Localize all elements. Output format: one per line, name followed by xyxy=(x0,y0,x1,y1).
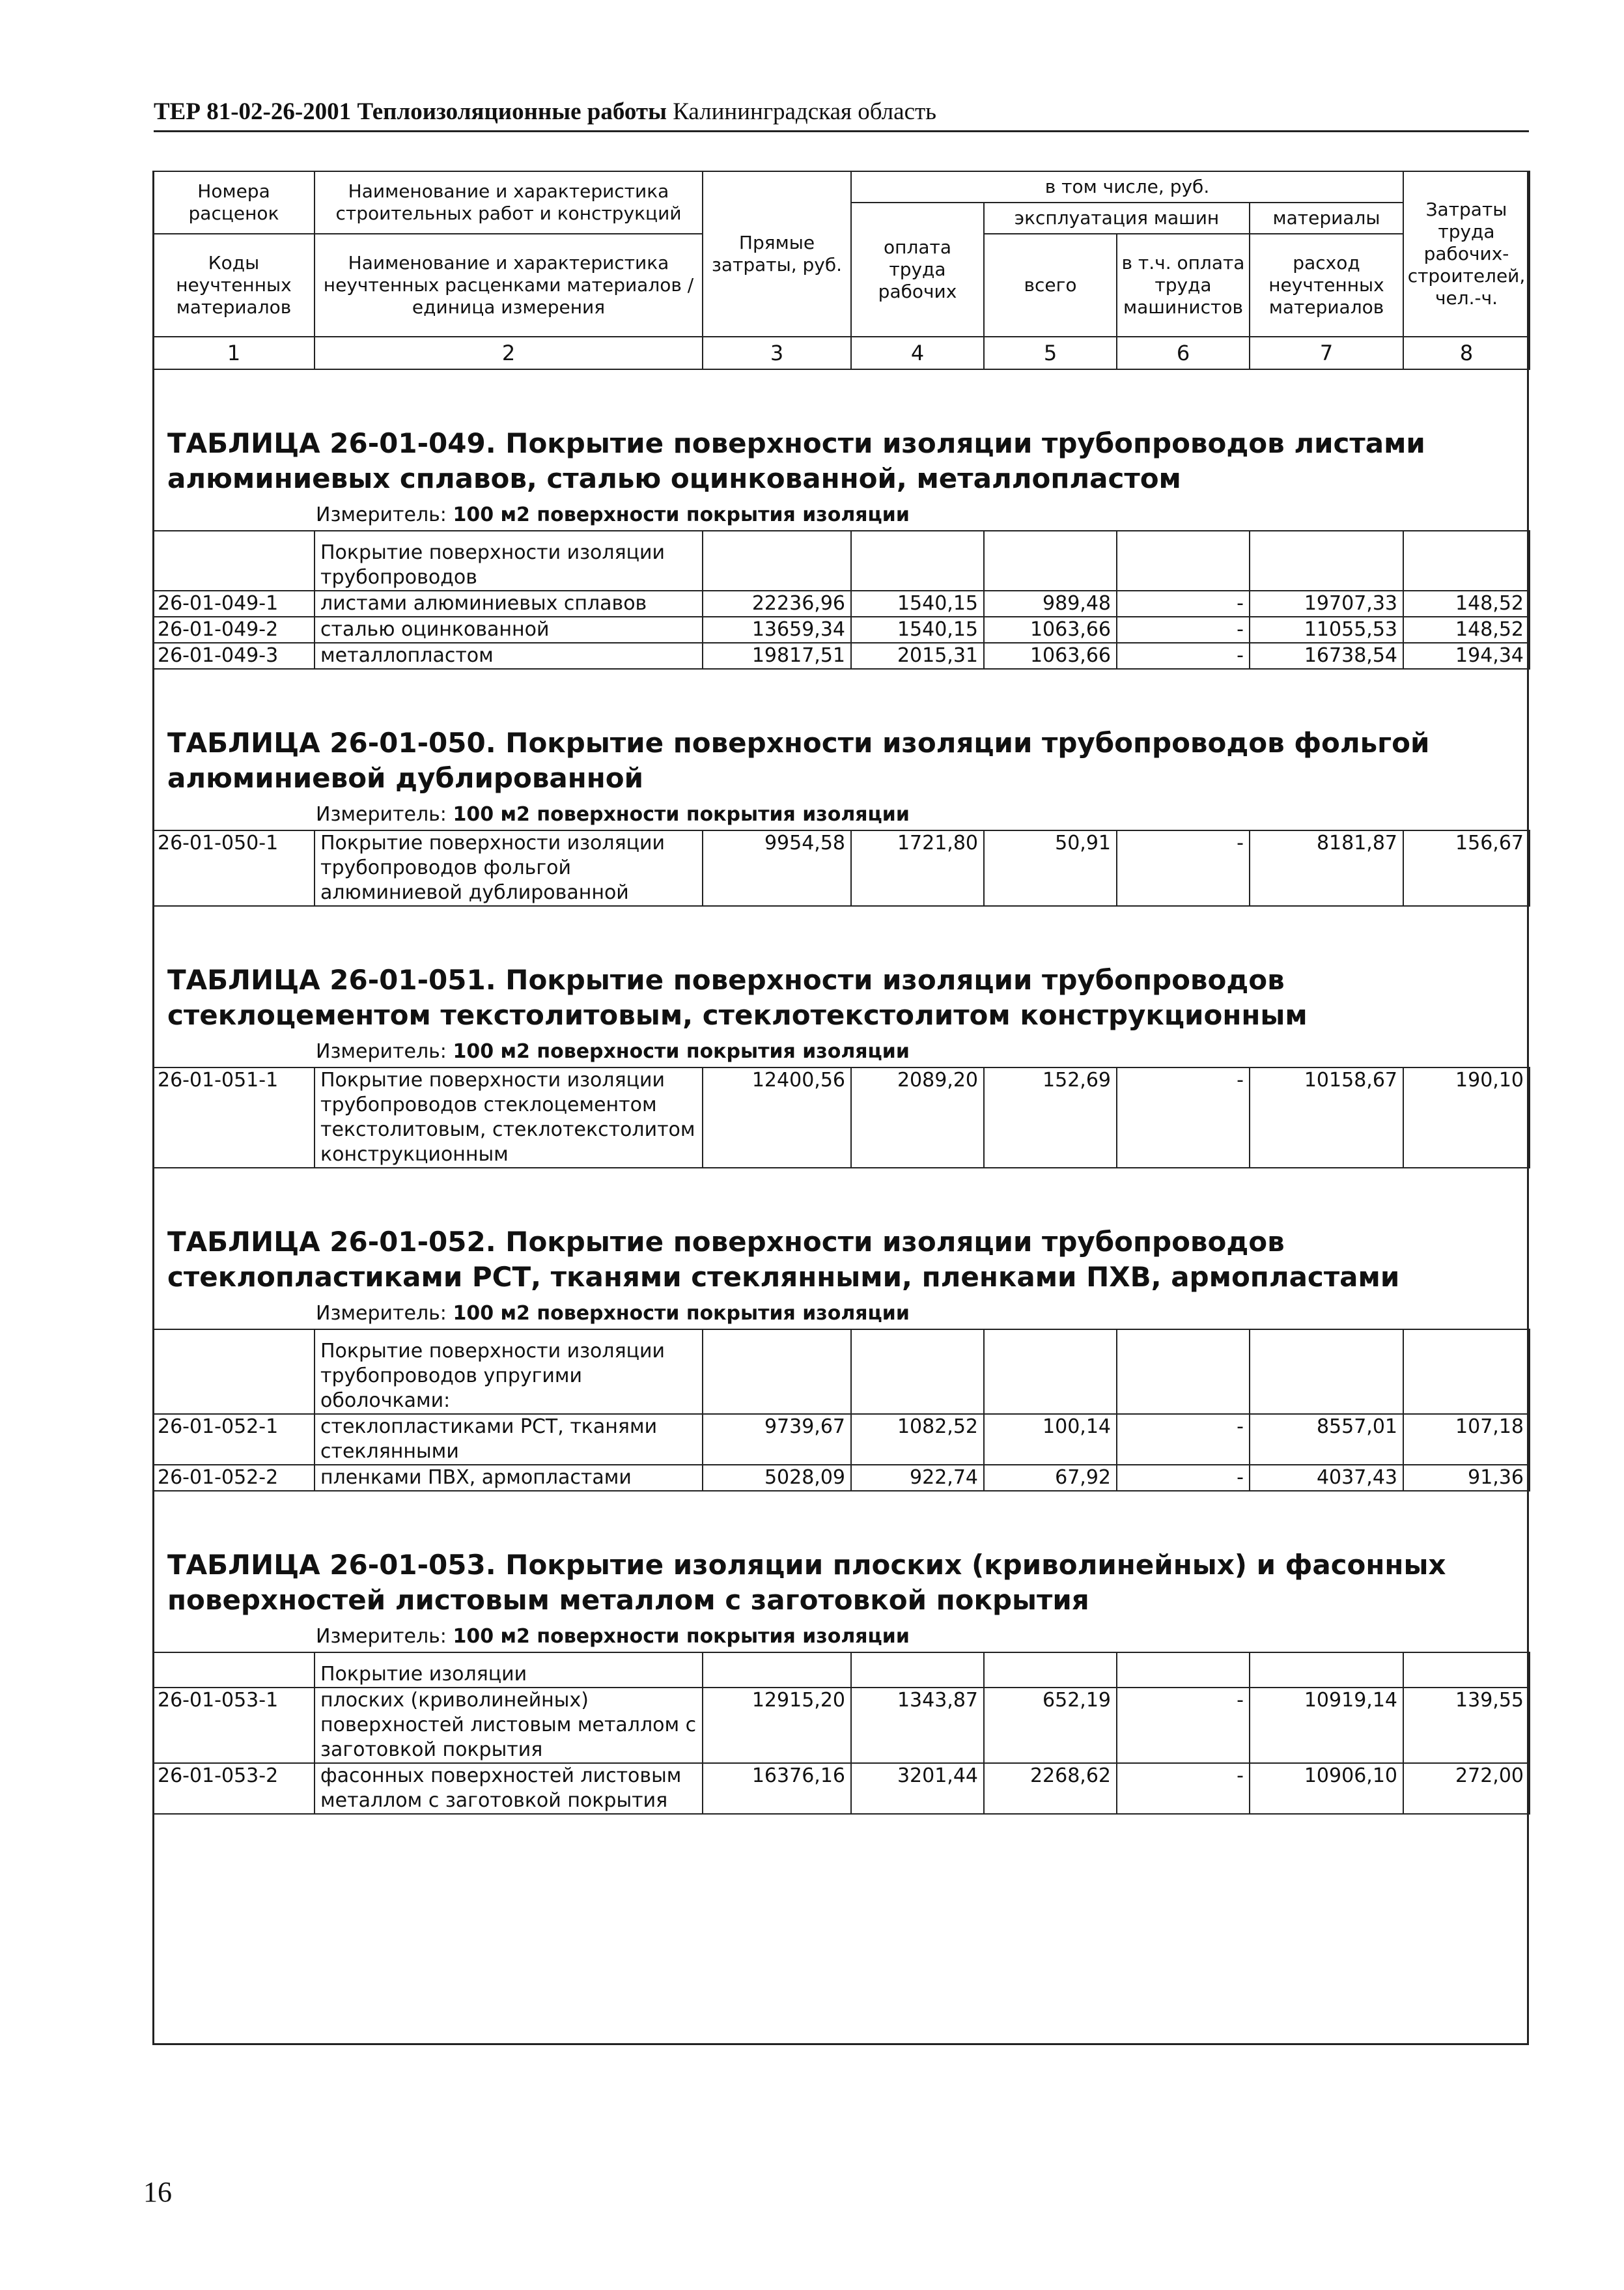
machinist-pay: - xyxy=(1117,617,1250,643)
section-26-01-053 xyxy=(153,1491,1530,1814)
machine-total: 1063,66 xyxy=(984,643,1117,669)
rate-code: 26-01-049-2 xyxy=(153,617,315,643)
rate-code: 26-01-052-1 xyxy=(153,1414,315,1465)
rate-code: 26-01-053-1 xyxy=(153,1688,315,1763)
worker-pay: 1540,15 xyxy=(851,591,984,617)
direct-costs: 22236,96 xyxy=(703,591,851,617)
machinist-pay: - xyxy=(1117,591,1250,617)
column-number: 1 xyxy=(153,337,315,369)
table-row xyxy=(153,643,1530,669)
worker-pay: 922,74 xyxy=(851,1465,984,1491)
column-number-row xyxy=(153,337,1530,369)
unit-label: Измеритель: xyxy=(316,1040,447,1063)
section-title: ТАБЛИЦА 26-01-049. Покрытие поверхности изоляции трубопроводов листами алюминиевых сплавов, сталью оцинкованной, металлопластом xyxy=(167,427,1425,494)
group-label: Покрытие поверхности изоляции трубопроводов xyxy=(315,531,703,591)
direct-costs: 13659,34 xyxy=(703,617,851,643)
labor-hours: 156,67 xyxy=(1403,830,1530,906)
unit-line xyxy=(153,802,1530,830)
materials: 11055,53 xyxy=(1250,617,1403,643)
unit-line xyxy=(153,1624,1530,1652)
work-name: Покрытие поверхности изоляции трубопроводов фольгой алюминиевой дублированной xyxy=(315,830,703,906)
column-number: 2 xyxy=(315,337,703,369)
machinist-pay: - xyxy=(1117,1414,1250,1465)
work-name: металлопластом xyxy=(315,643,703,669)
section-26-01-049 xyxy=(153,369,1530,669)
column-number: 3 xyxy=(703,337,851,369)
group-label: Покрытие изоляции xyxy=(315,1652,703,1688)
table-row xyxy=(153,1688,1530,1763)
header-material-consumption: расход неучтенных материалов xyxy=(1250,234,1403,337)
labor-hours: 148,52 xyxy=(1403,591,1530,617)
unit-label: Измеритель: xyxy=(316,803,447,826)
worker-pay: 2089,20 xyxy=(851,1067,984,1168)
materials: 4037,43 xyxy=(1250,1465,1403,1491)
header-work-name: Наименование и характеристика строительных работ и конструкций xyxy=(315,171,703,234)
rate-code: 26-01-051-1 xyxy=(153,1067,315,1168)
section-title: ТАБЛИЦА 26-01-050. Покрытие поверхности изоляции трубопроводов фольгой алюминиевой дублированной xyxy=(167,727,1430,794)
worker-pay: 3201,44 xyxy=(851,1763,984,1814)
rate-code: 26-01-053-2 xyxy=(153,1763,315,1814)
doc-section: Теплоизоляционные работы xyxy=(357,98,667,125)
table-row xyxy=(153,1763,1530,1814)
materials: 8557,01 xyxy=(1250,1414,1403,1465)
group-label: Покрытие поверхности изоляции трубопроводов упругими оболочками: xyxy=(315,1329,703,1414)
header-material-codes: Коды неучтенных материалов xyxy=(153,234,315,337)
header-including: в том числе, руб. xyxy=(851,171,1403,203)
column-number: 7 xyxy=(1250,337,1403,369)
unit-label: Измеритель: xyxy=(316,1625,447,1648)
rate-code: 26-01-049-1 xyxy=(153,591,315,617)
unit-label: Измеритель: xyxy=(316,1302,447,1325)
worker-pay: 1082,52 xyxy=(851,1414,984,1465)
work-name: стеклопластиками РСТ, тканями стеклянными xyxy=(315,1414,703,1465)
unit-value: 100 м2 поверхности покрытия изоляции xyxy=(453,503,910,526)
work-name: сталью оцинкованной xyxy=(315,617,703,643)
doc-code: ТЕР 81-02-26-2001 xyxy=(154,98,352,125)
machine-total: 1063,66 xyxy=(984,617,1117,643)
direct-costs: 9954,58 xyxy=(703,830,851,906)
labor-hours: 107,18 xyxy=(1403,1414,1530,1465)
unit-line xyxy=(153,1301,1530,1329)
header-machine-operation: эксплуатация машин xyxy=(984,203,1250,234)
work-name: листами алюминиевых сплавов xyxy=(315,591,703,617)
machine-total: 989,48 xyxy=(984,591,1117,617)
labor-hours: 194,34 xyxy=(1403,643,1530,669)
work-name: Покрытие поверхности изоляции трубопроводов стеклоцементом текстолитовым, стеклотекстолитом конструкционным xyxy=(315,1067,703,1168)
header-labor-hours: Затраты труда рабочих-строителей, чел.-ч. xyxy=(1403,171,1530,337)
unit-value: 100 м2 поверхности покрытия изоляции xyxy=(453,1625,910,1648)
work-name: фасонных поверхностей листовым металлом с заготовкой покрытия xyxy=(315,1763,703,1814)
machine-total: 2268,62 xyxy=(984,1763,1117,1814)
labor-hours: 148,52 xyxy=(1403,617,1530,643)
direct-costs: 12915,20 xyxy=(703,1688,851,1763)
header-direct-costs: Прямые затраты, руб. xyxy=(703,171,851,337)
machinist-pay: - xyxy=(1117,830,1250,906)
machine-total: 50,91 xyxy=(984,830,1117,906)
section-26-01-050 xyxy=(153,669,1530,906)
materials: 16738,54 xyxy=(1250,643,1403,669)
table-row xyxy=(153,1465,1530,1491)
rate-code: 26-01-049-3 xyxy=(153,643,315,669)
section-title: ТАБЛИЦА 26-01-052. Покрытие поверхности изоляции трубопроводов стеклопластиками РСТ, тканями стеклянными, пленками ПХВ, армопластами xyxy=(167,1226,1400,1293)
machine-total: 152,69 xyxy=(984,1067,1117,1168)
unit-line xyxy=(153,1039,1530,1067)
machinist-pay: - xyxy=(1117,643,1250,669)
rate-code: 26-01-052-2 xyxy=(153,1465,315,1491)
unit-value: 100 м2 поверхности покрытия изоляции xyxy=(453,803,910,826)
labor-hours: 272,00 xyxy=(1403,1763,1530,1814)
materials: 8181,87 xyxy=(1250,830,1403,906)
direct-costs: 19817,51 xyxy=(703,643,851,669)
header-worker-pay: оплата труда рабочих xyxy=(851,203,984,337)
section-title: ТАБЛИЦА 26-01-051. Покрытие поверхности изоляции трубопроводов стеклоцементом текстолитовым, стеклотекстолитом конструкционным xyxy=(167,964,1308,1031)
labor-hours: 91,36 xyxy=(1403,1465,1530,1491)
column-number: 8 xyxy=(1403,337,1530,369)
unit-line xyxy=(153,503,1530,530)
materials: 10158,67 xyxy=(1250,1067,1403,1168)
machinist-pay: - xyxy=(1117,1688,1250,1763)
header-materials: материалы xyxy=(1250,203,1403,234)
machine-total: 100,14 xyxy=(984,1414,1117,1465)
page-number: 16 xyxy=(143,2176,172,2208)
table-row xyxy=(153,1414,1530,1465)
machinist-pay: - xyxy=(1117,1067,1250,1168)
table-row xyxy=(153,1067,1530,1168)
direct-costs: 16376,16 xyxy=(703,1763,851,1814)
materials: 10906,10 xyxy=(1250,1763,1403,1814)
labor-hours: 139,55 xyxy=(1403,1688,1530,1763)
materials: 19707,33 xyxy=(1250,591,1403,617)
price-table xyxy=(152,171,1530,1815)
section-26-01-051 xyxy=(153,906,1530,1168)
machinist-pay: - xyxy=(1117,1465,1250,1491)
table-row xyxy=(153,591,1530,617)
machine-total: 67,92 xyxy=(984,1465,1117,1491)
direct-costs: 5028,09 xyxy=(703,1465,851,1491)
worker-pay: 1540,15 xyxy=(851,617,984,643)
column-number: 6 xyxy=(1117,337,1250,369)
column-number: 5 xyxy=(984,337,1117,369)
table-row xyxy=(153,617,1530,643)
worker-pay: 2015,31 xyxy=(851,643,984,669)
direct-costs: 12400,56 xyxy=(703,1067,851,1168)
table-row xyxy=(153,830,1530,906)
materials: 10919,14 xyxy=(1250,1688,1403,1763)
rate-code: 26-01-050-1 xyxy=(153,830,315,906)
table-header xyxy=(153,171,1530,369)
direct-costs: 9739,67 xyxy=(703,1414,851,1465)
worker-pay: 1721,80 xyxy=(851,830,984,906)
unit-label: Измеритель: xyxy=(316,503,447,526)
labor-hours: 190,10 xyxy=(1403,1067,1530,1168)
header-material-name: Наименование и характеристика неучтенных расценками материалов / единица измерения xyxy=(315,234,703,337)
header-rate-numbers: Номера расценок xyxy=(153,171,315,234)
column-number: 4 xyxy=(851,337,984,369)
work-name: пленками ПВХ, армопластами xyxy=(315,1465,703,1491)
section-26-01-052 xyxy=(153,1168,1530,1491)
unit-value: 100 м2 поверхности покрытия изоляции xyxy=(453,1302,910,1325)
document-header xyxy=(154,98,1529,132)
machinist-pay: - xyxy=(1117,1763,1250,1814)
machine-total: 652,19 xyxy=(984,1688,1117,1763)
section-title: ТАБЛИЦА 26-01-053. Покрытие изоляции плоских (криволинейных) и фасонных поверхностей листовым металлом с заготовкой покрытия xyxy=(167,1549,1446,1616)
worker-pay: 1343,87 xyxy=(851,1688,984,1763)
work-name: плоских (криволинейных) поверхностей листовым металлом с заготовкой покрытия xyxy=(315,1688,703,1763)
header-machine-total: всего xyxy=(984,234,1117,337)
unit-value: 100 м2 поверхности покрытия изоляции xyxy=(453,1040,910,1063)
doc-region: Калининградская область xyxy=(673,98,937,125)
header-machinist-pay: в т.ч. оплата труда машинистов xyxy=(1117,234,1250,337)
